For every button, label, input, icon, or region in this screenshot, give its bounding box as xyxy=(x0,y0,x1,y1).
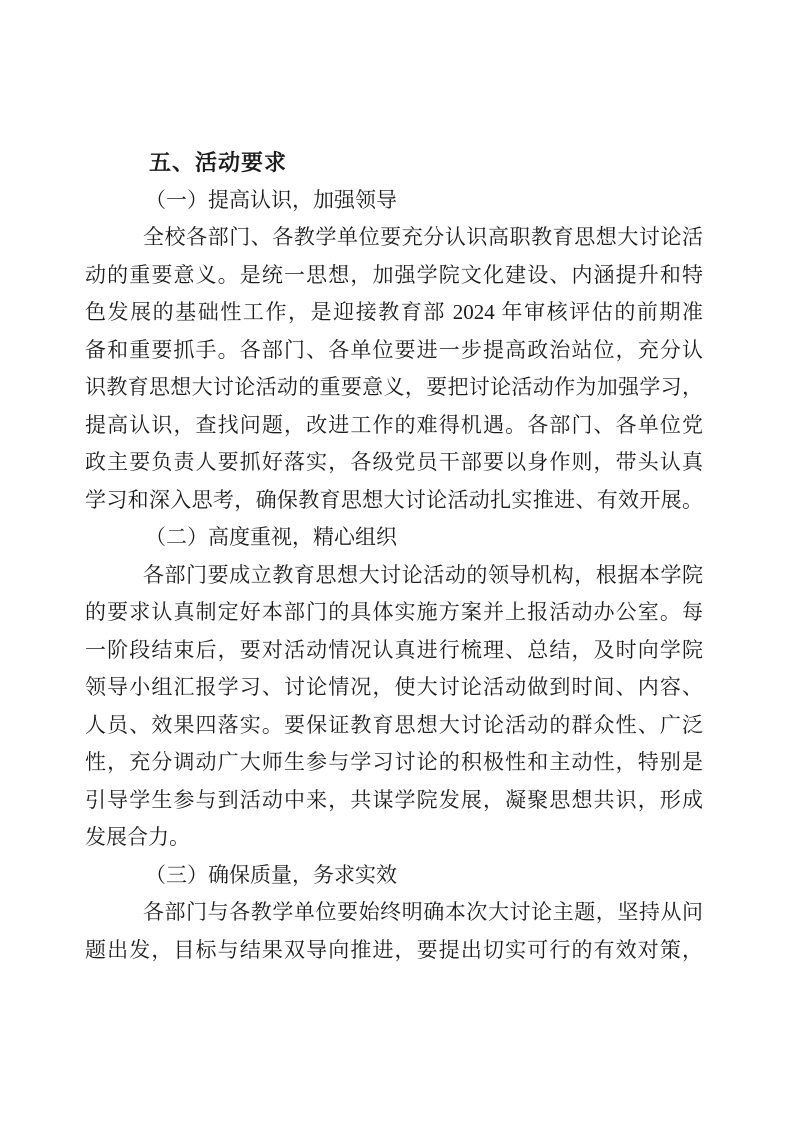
text-line: 性，充分调动广大师生参与学习讨论的积极性和主动性，特别是 xyxy=(85,750,703,774)
text-line: 政主要负责人要抓好落实，各级党员干部要以身作则，带头认真 xyxy=(85,450,703,474)
text-line: 识教育思想大讨论活动的重要意义，要把讨论活动作为加强学习， xyxy=(85,375,703,399)
section-subheading-1: （一）提高认识，加强领导 xyxy=(145,187,397,212)
text-line: 色发展的基础性工作，是迎接教育部 2024 年审核评估的前期准 xyxy=(85,300,703,324)
section-subheading-3: （三）确保质量，务求实效 xyxy=(145,862,397,887)
text-line: 全校各部门、各教学单位要充分认识高职教育思想大讨论活 xyxy=(143,225,703,249)
text-line: 各部门与各教学单位要始终明确本次大讨论主题，坚持从问 xyxy=(143,900,703,924)
text-line: 备和重要抓手。各部门、各单位要进一步提高政治站位，充分认 xyxy=(85,337,703,362)
section-subheading-2: （二）高度重视，精心组织 xyxy=(145,525,397,549)
text-line: 提高认识，查找问题，改进工作的难得机遇。各部门、各单位党 xyxy=(85,412,703,437)
text-line: 引导学生参与到活动中来，共谋学院发展，凝聚思想共识，形成 xyxy=(85,787,703,812)
text-line: 学习和深入思考，确保教育思想大讨论活动扎实推进、有效开展。 xyxy=(85,487,703,512)
text-line: 动的重要意义。是统一思想，加强学院文化建设、内涵提升和特 xyxy=(85,262,703,287)
text-line: 人员、效果四落实。要保证教育思想大讨论活动的群众性、广泛 xyxy=(85,712,703,737)
document-heading: 五、活动要求 xyxy=(149,150,288,175)
text-line: 各部门要成立教育思想大讨论活动的领导机构，根据本学院 xyxy=(143,562,703,587)
text-line: 题出发，目标与结果双导向推进，要提出切实可行的有效对策， xyxy=(85,937,703,962)
text-line: 的要求认真制定好本部门的具体实施方案并上报活动办公室。每 xyxy=(85,600,703,624)
text-line: 一阶段结束后，要对活动情况认真进行梳理、总结，及时向学院 xyxy=(85,637,703,662)
text-line: 发展合力。 xyxy=(85,825,190,849)
text-line: 领导小组汇报学习、讨论情况，使大讨论活动做到时间、内容、 xyxy=(85,675,703,699)
